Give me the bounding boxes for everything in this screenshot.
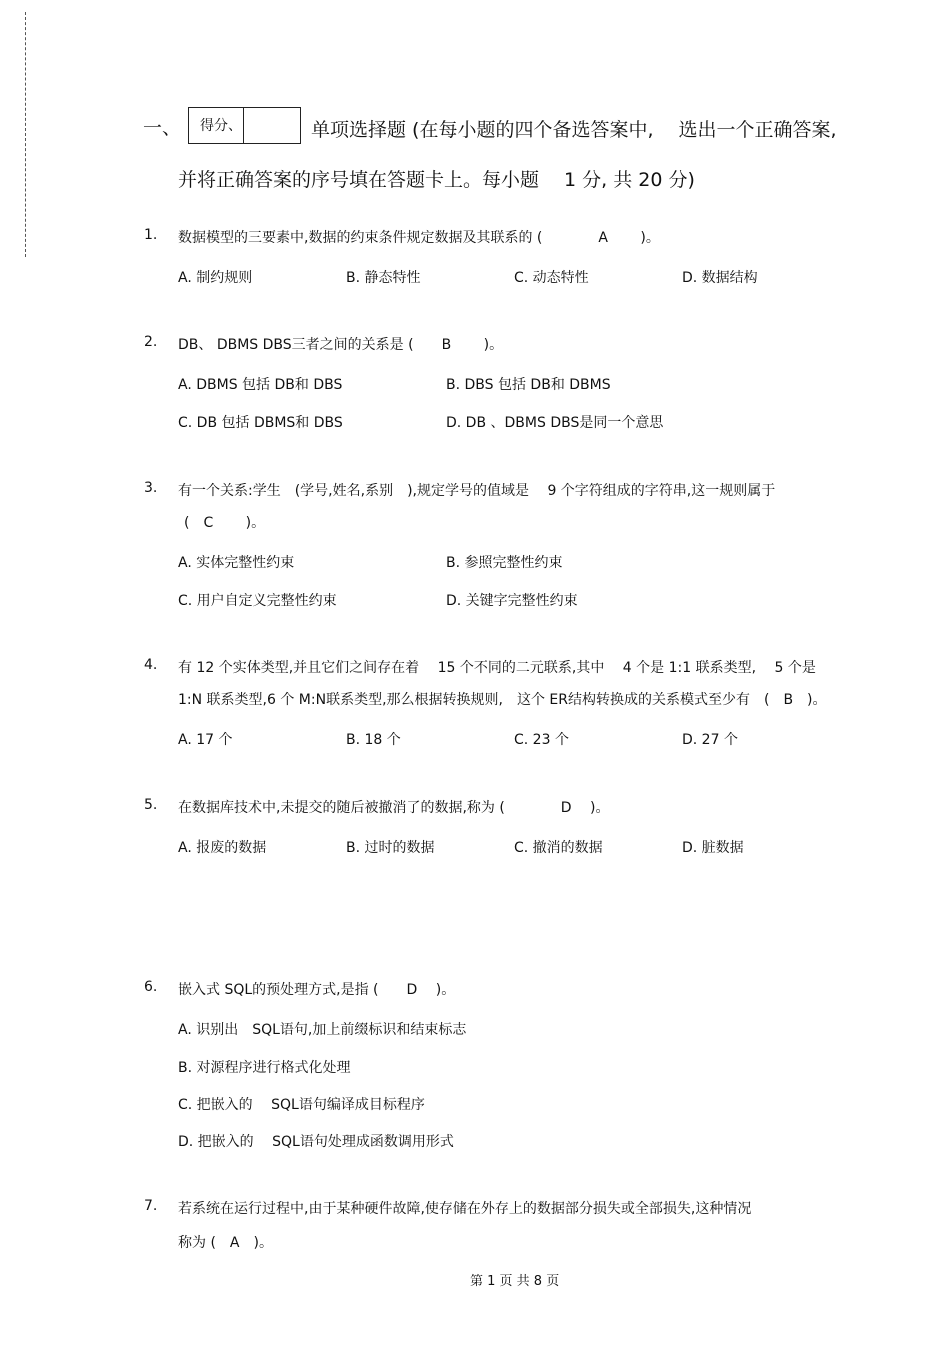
question-number: 3.: [144, 480, 158, 496]
question-number: 5.: [144, 797, 158, 813]
option-a: A. 实体完整性约束: [178, 555, 295, 571]
question-number: 1.: [144, 227, 158, 243]
option-d: D. 脏数据: [682, 840, 744, 856]
option-a: A. 识别出 SQL语句,加上前缀标识和结束标志: [178, 1022, 467, 1038]
question-text-line2: 1:N 联系类型,6 个 M:N联系类型,那么根据转换规则, 这个 ER结构转换成的关系模式至少有 ( B )。: [178, 692, 827, 708]
score-label: 得分、: [189, 108, 244, 143]
option-c: C. 撤消的数据: [514, 840, 603, 856]
option-c: C. 把嵌入的 SQL语句编译成目标程序: [178, 1097, 425, 1113]
page-number-footer: 第 1 页 共 8 页: [470, 1274, 560, 1289]
question-number: 7.: [144, 1198, 158, 1214]
option-d: D. 27 个: [682, 732, 738, 748]
option-d: D. 关键字完整性约束: [446, 593, 578, 609]
section-title-line1: 单项选择题 (在每小题的四个备选答案中, 选出一个正确答案,: [311, 119, 837, 141]
question-text-line1: 有 12 个实体类型,并且它们之间存在着 15 个不同的二元联系,其中 4 个是 1:1 联系类型, 5 个是: [178, 660, 816, 676]
option-a: A. 制约规则: [178, 270, 253, 286]
option-c: C. DB 包括 DBMS和 DBS: [178, 415, 343, 431]
option-b: B. 对源程序进行格式化处理: [178, 1060, 351, 1076]
section-number: 一、: [143, 117, 182, 139]
option-c: C. 动态特性: [514, 270, 589, 286]
score-value-cell[interactable]: [244, 108, 300, 143]
binding-margin-line: [25, 12, 26, 257]
option-d: D. 数据结构: [682, 270, 758, 286]
question-number: 2.: [144, 334, 158, 350]
option-a: A. 17 个: [178, 732, 233, 748]
question-text-line1: 有一个关系:学生 (学号,姓名,系别 ),规定学号的值域是 9 个字符组成的字符串,这一规则属于: [178, 483, 776, 499]
question-text: 数据模型的三要素中,数据的约束条件规定数据及其联系的 ( A )。: [178, 230, 660, 246]
option-b: B. 18 个: [346, 732, 401, 748]
section-title-line2: 并将正确答案的序号填在答题卡上。每小题 1 分, 共 20 分): [178, 169, 695, 191]
option-a: A. DBMS 包括 DB和 DBS: [178, 377, 343, 393]
question-text: DB、 DBMS DBS三者之间的关系是 ( B )。: [178, 337, 504, 353]
option-b: B. DBS 包括 DB和 DBMS: [446, 377, 611, 393]
score-box: [188, 107, 301, 144]
question-number: 4.: [144, 657, 158, 673]
option-a: A. 报废的数据: [178, 840, 267, 856]
option-c: C. 23 个: [514, 732, 569, 748]
option-b: B. 参照完整性约束: [446, 555, 563, 571]
option-d: D. 把嵌入的 SQL语句处理成函数调用形式: [178, 1134, 454, 1150]
option-b: B. 过时的数据: [346, 840, 435, 856]
option-c: C. 用户自定义完整性约束: [178, 593, 337, 609]
question-text-line1: 若系统在运行过程中,由于某种硬件故障,使存储在外存上的数据部分损失或全部损失,这种情况: [178, 1201, 752, 1217]
question-number: 6.: [144, 979, 158, 995]
option-d: D. DB 、DBMS DBS是同一个意思: [446, 415, 664, 431]
question-text: 在数据库技术中,未提交的随后被撤消了的数据,称为 ( D )。: [178, 800, 610, 816]
question-text-line2: ( C )。: [184, 515, 266, 531]
question-text: 嵌入式 SQL的预处理方式,是指 ( D )。: [178, 982, 456, 998]
question-text-line2: 称为 ( A )。: [178, 1235, 273, 1251]
option-b: B. 静态特性: [346, 270, 421, 286]
